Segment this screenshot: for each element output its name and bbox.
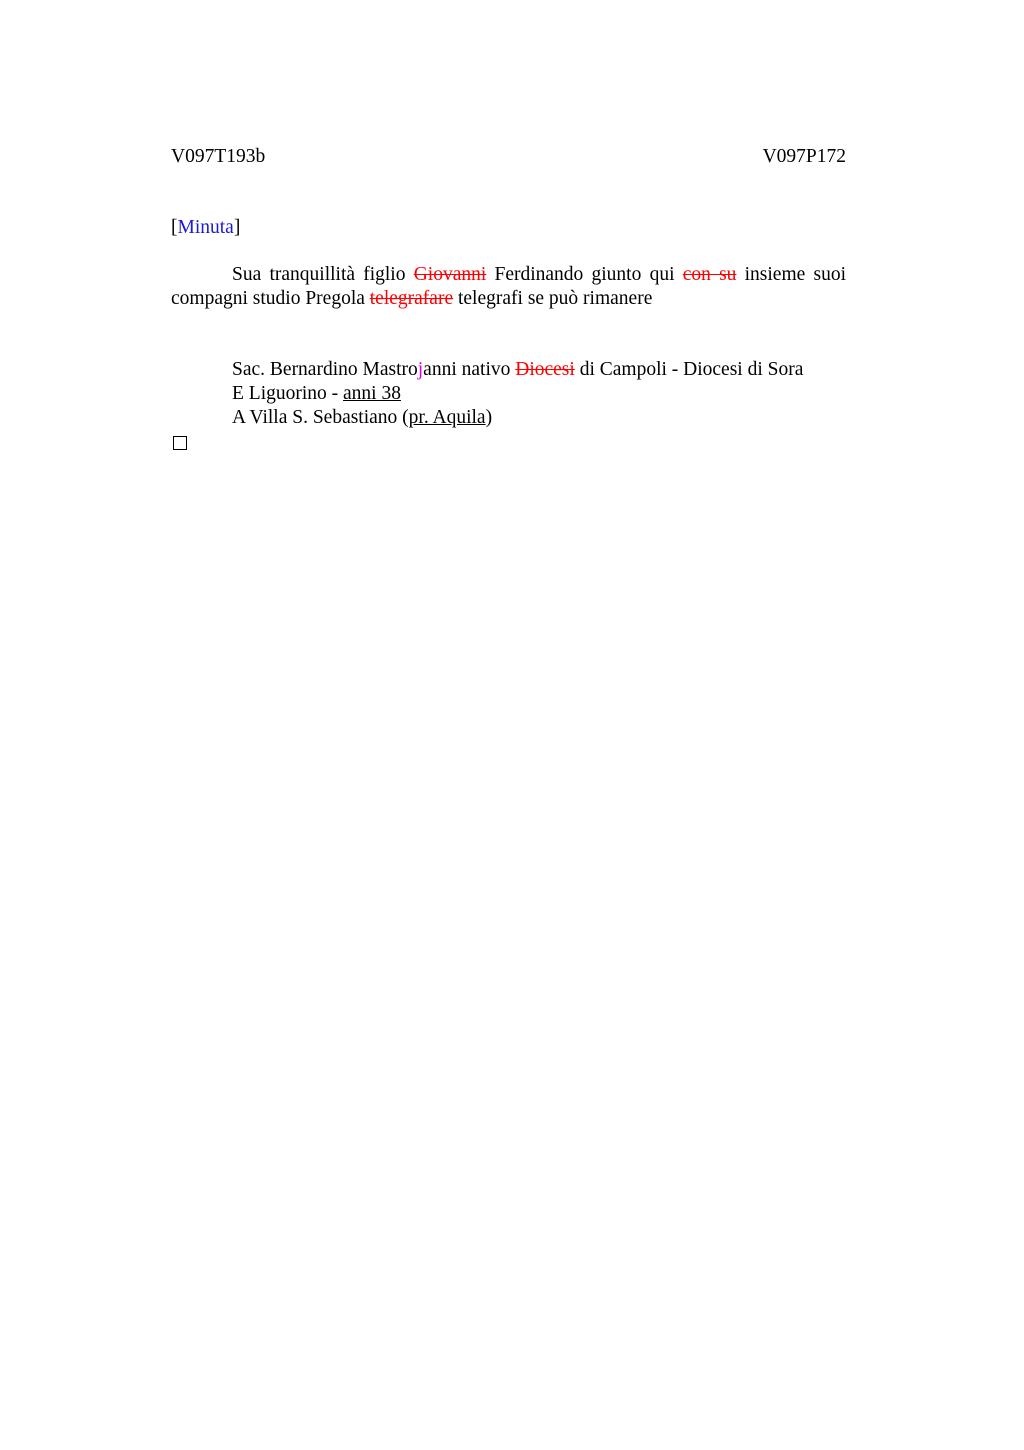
address-line-3: [232, 406, 846, 430]
address-text: E Liguorino -: [232, 383, 344, 404]
document-code-left: V097T193b: [171, 146, 266, 167]
address-text: anni nativo: [423, 359, 516, 380]
document-code-right: V097P172: [762, 146, 846, 167]
header-row: [171, 145, 846, 169]
label-bracket-close: ]: [233, 217, 241, 238]
document-page: [171, 145, 846, 450]
underlined-text: pr. Aquila: [408, 407, 486, 428]
paragraph-text: insieme suoi compagni studio Pregola: [171, 264, 847, 309]
underlined-text: anni 38: [343, 383, 401, 404]
address-text: di Campoli - Diocesi di Sora: [574, 359, 804, 380]
address-line-1: [232, 358, 846, 382]
telegram-paragraph: [171, 263, 846, 311]
address-text: ): [485, 407, 493, 428]
deleted-text: con su: [682, 264, 737, 285]
address-text: A Villa S. Sebastiano (: [232, 407, 409, 428]
address-block: [171, 358, 846, 430]
address-line-2: [232, 382, 846, 406]
inserted-letter: j: [417, 359, 424, 380]
paragraph-text: Ferdinando giunto qui: [486, 264, 683, 285]
address-text: Sac. Bernardino Mastro: [232, 359, 418, 380]
document-label: [171, 216, 846, 240]
label-text: Minuta: [177, 217, 234, 238]
deleted-text: Giovanni: [413, 264, 487, 285]
deleted-text: Diocesi: [515, 359, 575, 380]
paragraph-text: Sua tranquillità figlio: [232, 264, 414, 285]
deleted-text: telegrafare: [369, 288, 454, 309]
label-bracket-open: [: [171, 217, 178, 238]
checkbox-square-icon: [173, 436, 187, 450]
paragraph-text: telegrafi se può rimanere: [453, 288, 653, 309]
